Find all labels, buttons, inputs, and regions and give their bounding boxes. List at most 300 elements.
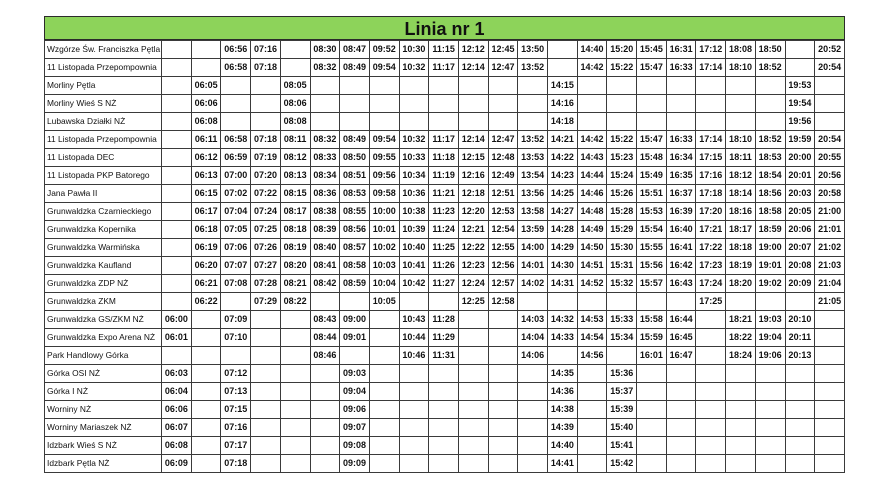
stop-name-cell: 11 Listopada PKP Batorego (45, 167, 162, 185)
departure-time-cell (696, 77, 726, 95)
departure-time-cell: 09:03 (340, 365, 370, 383)
departure-time-cell: 18:24 (726, 347, 756, 365)
departure-time-cell: 14:06 (518, 347, 548, 365)
stop-name-cell: Idzbark Pętla NŻ (45, 455, 162, 473)
departure-time-cell (815, 95, 845, 113)
departure-time-cell: 20:03 (785, 185, 815, 203)
departure-time-cell: 11:29 (429, 329, 459, 347)
departure-time-cell (162, 167, 192, 185)
departure-time-cell (310, 419, 340, 437)
departure-time-cell (637, 401, 667, 419)
stop-name-cell: Grunwaldzka Kopernika (45, 221, 162, 239)
departure-time-cell (191, 59, 221, 77)
departure-time-cell: 10:02 (369, 239, 399, 257)
departure-time-cell (785, 383, 815, 401)
departure-time-cell: 17:22 (696, 239, 726, 257)
departure-time-cell: 08:44 (310, 329, 340, 347)
departure-time-cell: 06:58 (221, 59, 251, 77)
departure-time-cell: 15:22 (607, 59, 637, 77)
departure-time-cell (696, 383, 726, 401)
departure-time-cell: 18:20 (726, 275, 756, 293)
departure-time-cell (726, 455, 756, 473)
departure-time-cell: 08:42 (310, 275, 340, 293)
departure-time-cell: 08:47 (340, 41, 370, 59)
departure-time-cell (815, 401, 845, 419)
departure-time-cell: 14:03 (518, 311, 548, 329)
departure-time-cell (369, 77, 399, 95)
departure-time-cell (785, 41, 815, 59)
departure-time-cell (399, 383, 429, 401)
departure-time-cell (458, 95, 488, 113)
departure-time-cell: 17:18 (696, 185, 726, 203)
departure-time-cell: 14:23 (548, 167, 578, 185)
departure-time-cell (666, 383, 696, 401)
departure-time-cell: 18:17 (726, 221, 756, 239)
departure-time-cell (251, 455, 281, 473)
departure-time-cell (162, 293, 192, 311)
stop-name-cell: Górka OSI NŻ (45, 365, 162, 383)
departure-time-cell (548, 293, 578, 311)
departure-time-cell: 10:41 (399, 257, 429, 275)
departure-time-cell (429, 455, 459, 473)
departure-time-cell: 19:53 (785, 77, 815, 95)
departure-time-cell: 09:00 (340, 311, 370, 329)
departure-time-cell (429, 437, 459, 455)
departure-time-cell (785, 401, 815, 419)
departure-time-cell: 14:40 (548, 437, 578, 455)
departure-time-cell: 19:00 (755, 239, 785, 257)
departure-time-cell (251, 95, 281, 113)
departure-time-cell (815, 347, 845, 365)
departure-time-cell: 15:26 (607, 185, 637, 203)
departure-time-cell: 13:56 (518, 185, 548, 203)
departure-time-cell: 10:05 (369, 293, 399, 311)
departure-time-cell: 13:59 (518, 221, 548, 239)
departure-time-cell: 08:32 (310, 59, 340, 77)
departure-time-cell: 06:17 (191, 203, 221, 221)
departure-time-cell: 10:30 (399, 41, 429, 59)
departure-time-cell (191, 329, 221, 347)
departure-time-cell: 07:09 (221, 311, 251, 329)
departure-time-cell (458, 365, 488, 383)
departure-time-cell (696, 455, 726, 473)
departure-time-cell (429, 419, 459, 437)
departure-time-cell: 18:50 (755, 41, 785, 59)
departure-time-cell (399, 365, 429, 383)
departure-time-cell: 15:37 (607, 383, 637, 401)
departure-time-cell (577, 437, 607, 455)
departure-time-cell (785, 59, 815, 77)
departure-time-cell (666, 293, 696, 311)
departure-time-cell: 18:19 (726, 257, 756, 275)
departure-time-cell (666, 455, 696, 473)
departure-time-cell: 12:57 (488, 275, 518, 293)
departure-time-cell: 06:13 (191, 167, 221, 185)
departure-time-cell: 06:21 (191, 275, 221, 293)
departure-time-cell (548, 347, 578, 365)
departure-time-cell (666, 95, 696, 113)
departure-time-cell: 09:52 (369, 41, 399, 59)
departure-time-cell (191, 311, 221, 329)
stop-name-cell: 11 Listopada DEC (45, 149, 162, 167)
departure-time-cell (340, 293, 370, 311)
departure-time-cell: 10:34 (399, 167, 429, 185)
departure-time-cell (755, 293, 785, 311)
departure-time-cell (637, 77, 667, 95)
departure-time-cell (726, 113, 756, 131)
departure-time-cell: 06:07 (162, 419, 192, 437)
departure-time-cell: 14:02 (518, 275, 548, 293)
departure-time-cell (488, 437, 518, 455)
departure-time-cell: 12:20 (458, 203, 488, 221)
departure-time-cell: 18:14 (726, 185, 756, 203)
departure-time-cell: 11:26 (429, 257, 459, 275)
departure-time-cell (518, 95, 548, 113)
table-row (45, 203, 845, 221)
departure-time-cell: 10:01 (369, 221, 399, 239)
departure-time-cell: 12:25 (458, 293, 488, 311)
departure-time-cell: 19:02 (755, 275, 785, 293)
departure-time-cell: 09:07 (340, 419, 370, 437)
departure-time-cell: 19:56 (785, 113, 815, 131)
departure-time-cell: 08:46 (310, 347, 340, 365)
departure-time-cell: 08:06 (280, 95, 310, 113)
departure-time-cell: 11:21 (429, 185, 459, 203)
stop-name-cell: Park Handlowy Górka (45, 347, 162, 365)
departure-time-cell: 07:02 (221, 185, 251, 203)
departure-time-cell: 17:14 (696, 59, 726, 77)
departure-time-cell: 11:28 (429, 311, 459, 329)
departure-time-cell (251, 401, 281, 419)
departure-time-cell: 14:21 (548, 131, 578, 149)
departure-time-cell: 11:23 (429, 203, 459, 221)
departure-time-cell: 10:43 (399, 311, 429, 329)
departure-time-cell: 14:30 (548, 257, 578, 275)
departure-time-cell: 06:19 (191, 239, 221, 257)
table-row (45, 257, 845, 275)
departure-time-cell: 11:31 (429, 347, 459, 365)
departure-time-cell: 14:35 (548, 365, 578, 383)
departure-time-cell: 21:02 (815, 239, 845, 257)
departure-time-cell: 14:38 (548, 401, 578, 419)
departure-time-cell (577, 95, 607, 113)
departure-time-cell: 08:40 (310, 239, 340, 257)
departure-time-cell (607, 95, 637, 113)
departure-time-cell: 20:58 (815, 185, 845, 203)
departure-time-cell (488, 95, 518, 113)
departure-time-cell: 13:54 (518, 167, 548, 185)
departure-time-cell: 12:24 (458, 275, 488, 293)
departure-time-cell (815, 365, 845, 383)
departure-time-cell: 18:58 (755, 203, 785, 221)
departure-time-cell: 07:19 (251, 149, 281, 167)
departure-time-cell: 14:04 (518, 329, 548, 347)
departure-time-cell: 10:32 (399, 59, 429, 77)
departure-time-cell: 06:03 (162, 365, 192, 383)
departure-time-cell (696, 95, 726, 113)
departure-time-cell: 17:21 (696, 221, 726, 239)
departure-time-cell: 08:12 (280, 149, 310, 167)
departure-time-cell: 08:49 (340, 131, 370, 149)
departure-time-cell: 15:54 (637, 221, 667, 239)
departure-time-cell: 12:12 (458, 41, 488, 59)
departure-time-cell (251, 113, 281, 131)
stop-name-cell: Grunwaldzka ZDP NŻ (45, 275, 162, 293)
departure-time-cell: 14:36 (548, 383, 578, 401)
departure-time-cell (548, 41, 578, 59)
departure-time-cell: 11:25 (429, 239, 459, 257)
table-row (45, 131, 845, 149)
departure-time-cell: 17:25 (696, 293, 726, 311)
departure-time-cell: 14:52 (577, 275, 607, 293)
departure-time-cell (221, 293, 251, 311)
departure-time-cell (280, 365, 310, 383)
table-row (45, 77, 845, 95)
departure-time-cell: 20:09 (785, 275, 815, 293)
departure-time-cell: 14:01 (518, 257, 548, 275)
departure-time-cell: 07:17 (221, 437, 251, 455)
departure-time-cell (162, 149, 192, 167)
departure-time-cell: 06:18 (191, 221, 221, 239)
departure-time-cell (726, 293, 756, 311)
departure-time-cell: 10:36 (399, 185, 429, 203)
table-row (45, 185, 845, 203)
departure-time-cell: 12:21 (458, 221, 488, 239)
departure-time-cell: 20:05 (785, 203, 815, 221)
departure-time-cell (280, 455, 310, 473)
table-row (45, 59, 845, 77)
departure-time-cell: 09:08 (340, 437, 370, 455)
departure-time-cell (726, 419, 756, 437)
departure-time-cell: 07:10 (221, 329, 251, 347)
departure-time-cell: 17:14 (696, 131, 726, 149)
departure-time-cell (726, 401, 756, 419)
departure-time-cell (755, 383, 785, 401)
departure-time-cell (221, 77, 251, 95)
departure-time-cell: 20:56 (815, 167, 845, 185)
departure-time-cell (458, 77, 488, 95)
departure-time-cell (726, 383, 756, 401)
departure-time-cell: 18:11 (726, 149, 756, 167)
departure-time-cell (310, 401, 340, 419)
timetable-body (45, 41, 845, 473)
stop-name-cell: 11 Listopada Przepompownia (45, 59, 162, 77)
departure-time-cell: 07:28 (251, 275, 281, 293)
departure-time-cell (280, 329, 310, 347)
table-row (45, 329, 845, 347)
departure-time-cell (577, 401, 607, 419)
departure-time-cell (637, 437, 667, 455)
departure-time-cell: 12:23 (458, 257, 488, 275)
departure-time-cell: 15:33 (607, 311, 637, 329)
departure-time-cell: 18:54 (755, 167, 785, 185)
departure-time-cell: 09:54 (369, 131, 399, 149)
departure-time-cell: 08:59 (340, 275, 370, 293)
departure-time-cell: 21:01 (815, 221, 845, 239)
departure-time-cell (280, 59, 310, 77)
departure-time-cell: 20:10 (785, 311, 815, 329)
departure-time-cell (399, 419, 429, 437)
departure-time-cell: 15:32 (607, 275, 637, 293)
departure-time-cell: 14:43 (577, 149, 607, 167)
table-row (45, 347, 845, 365)
departure-time-cell (162, 77, 192, 95)
departure-time-cell: 13:52 (518, 131, 548, 149)
departure-time-cell: 15:20 (607, 41, 637, 59)
departure-time-cell: 09:09 (340, 455, 370, 473)
departure-time-cell: 15:23 (607, 149, 637, 167)
departure-time-cell (696, 365, 726, 383)
departure-time-cell: 08:58 (340, 257, 370, 275)
departure-time-cell: 06:05 (191, 77, 221, 95)
departure-time-cell (280, 401, 310, 419)
departure-time-cell: 08:39 (310, 221, 340, 239)
departure-time-cell (191, 437, 221, 455)
table-row (45, 401, 845, 419)
departure-time-cell (162, 113, 192, 131)
departure-time-cell: 15:34 (607, 329, 637, 347)
departure-time-cell (577, 113, 607, 131)
departure-time-cell (518, 455, 548, 473)
departure-time-cell: 10:00 (369, 203, 399, 221)
table-row (45, 221, 845, 239)
departure-time-cell: 21:04 (815, 275, 845, 293)
departure-time-cell: 12:15 (458, 149, 488, 167)
departure-time-cell (488, 311, 518, 329)
departure-time-cell: 06:08 (162, 437, 192, 455)
departure-time-cell (637, 365, 667, 383)
departure-time-cell (429, 401, 459, 419)
departure-time-cell (637, 113, 667, 131)
departure-time-cell: 08:36 (310, 185, 340, 203)
table-row (45, 365, 845, 383)
departure-time-cell: 12:55 (488, 239, 518, 257)
departure-time-cell (369, 329, 399, 347)
departure-time-cell (666, 113, 696, 131)
departure-time-cell (458, 347, 488, 365)
departure-time-cell (251, 347, 281, 365)
departure-time-cell: 06:11 (191, 131, 221, 149)
departure-time-cell (577, 419, 607, 437)
timetable-sheet (44, 16, 845, 473)
departure-time-cell: 12:53 (488, 203, 518, 221)
departure-time-cell: 14:00 (518, 239, 548, 257)
departure-time-cell: 09:04 (340, 383, 370, 401)
departure-time-cell: 14:39 (548, 419, 578, 437)
timetable (44, 40, 845, 473)
departure-time-cell: 15:47 (637, 131, 667, 149)
departure-time-cell (162, 95, 192, 113)
departure-time-cell: 07:16 (221, 419, 251, 437)
departure-time-cell (280, 41, 310, 59)
departure-time-cell (399, 455, 429, 473)
departure-time-cell (607, 347, 637, 365)
departure-time-cell: 14:56 (577, 347, 607, 365)
departure-time-cell: 08:30 (310, 41, 340, 59)
departure-time-cell: 12:54 (488, 221, 518, 239)
departure-time-cell: 07:20 (251, 167, 281, 185)
departure-time-cell (518, 437, 548, 455)
departure-time-cell (696, 401, 726, 419)
departure-time-cell (429, 365, 459, 383)
departure-time-cell: 20:52 (815, 41, 845, 59)
table-row (45, 419, 845, 437)
departure-time-cell: 10:39 (399, 221, 429, 239)
departure-time-cell: 14:46 (577, 185, 607, 203)
departure-time-cell (726, 77, 756, 95)
line-title: Linia nr 1 (44, 16, 845, 40)
departure-time-cell (369, 347, 399, 365)
departure-time-cell (518, 401, 548, 419)
departure-time-cell: 07:13 (221, 383, 251, 401)
departure-time-cell: 08:53 (340, 185, 370, 203)
departure-time-cell: 20:01 (785, 167, 815, 185)
departure-time-cell: 21:00 (815, 203, 845, 221)
departure-time-cell: 06:06 (162, 401, 192, 419)
departure-time-cell: 06:20 (191, 257, 221, 275)
departure-time-cell: 08:33 (310, 149, 340, 167)
departure-time-cell (310, 95, 340, 113)
departure-time-cell: 16:41 (666, 239, 696, 257)
stop-name-cell: Górka I NŻ (45, 383, 162, 401)
stop-name-cell: Grunwaldzka GS/ZKM NŻ (45, 311, 162, 329)
departure-time-cell: 08:08 (280, 113, 310, 131)
departure-time-cell: 16:43 (666, 275, 696, 293)
departure-time-cell: 17:23 (696, 257, 726, 275)
departure-time-cell: 08:43 (310, 311, 340, 329)
departure-time-cell: 14:31 (548, 275, 578, 293)
departure-time-cell: 14:27 (548, 203, 578, 221)
departure-time-cell: 16:35 (666, 167, 696, 185)
departure-time-cell (221, 347, 251, 365)
departure-time-cell: 15:51 (637, 185, 667, 203)
table-row (45, 239, 845, 257)
departure-time-cell: 07:24 (251, 203, 281, 221)
departure-time-cell: 15:40 (607, 419, 637, 437)
departure-time-cell (162, 347, 192, 365)
departure-time-cell: 16:39 (666, 203, 696, 221)
stop-name-cell: Morliny Pętla (45, 77, 162, 95)
departure-time-cell (162, 221, 192, 239)
departure-time-cell: 08:55 (340, 203, 370, 221)
departure-time-cell: 06:56 (221, 41, 251, 59)
departure-time-cell: 07:16 (251, 41, 281, 59)
departure-time-cell: 10:03 (369, 257, 399, 275)
departure-time-cell: 08:38 (310, 203, 340, 221)
table-row (45, 437, 845, 455)
departure-time-cell (399, 437, 429, 455)
departure-time-cell (696, 437, 726, 455)
departure-time-cell: 16:40 (666, 221, 696, 239)
departure-time-cell: 12:22 (458, 239, 488, 257)
departure-time-cell: 14:41 (548, 455, 578, 473)
departure-time-cell: 12:45 (488, 41, 518, 59)
departure-time-cell: 08:34 (310, 167, 340, 185)
departure-time-cell (251, 311, 281, 329)
departure-time-cell (429, 113, 459, 131)
departure-time-cell: 12:18 (458, 185, 488, 203)
departure-time-cell (399, 95, 429, 113)
departure-time-cell: 16:47 (666, 347, 696, 365)
departure-time-cell: 14:18 (548, 113, 578, 131)
departure-time-cell (488, 419, 518, 437)
departure-time-cell (191, 455, 221, 473)
departure-time-cell: 20:06 (785, 221, 815, 239)
departure-time-cell: 06:08 (191, 113, 221, 131)
departure-time-cell: 06:06 (191, 95, 221, 113)
departure-time-cell (548, 59, 578, 77)
departure-time-cell (518, 365, 548, 383)
